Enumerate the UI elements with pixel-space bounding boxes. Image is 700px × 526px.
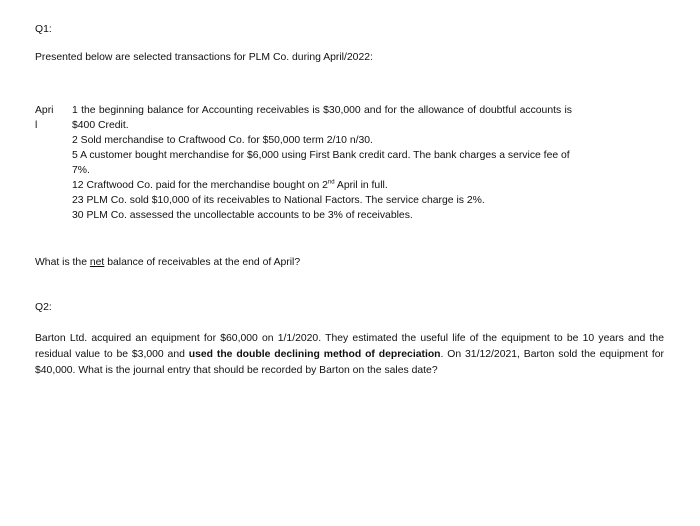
q2-heading: Q2: bbox=[35, 302, 52, 313]
transaction-item: 1 the beginning balance for Accounting receivables is $30,000 and for the allowance of doubtful accounts is $400 Credit. bbox=[72, 105, 572, 131]
transaction-text: 12 Craftwood Co. paid for the merchandise bought on 2 bbox=[72, 180, 328, 191]
q2-body bbox=[35, 331, 664, 379]
ordinal-suffix: nd bbox=[327, 179, 335, 186]
transaction-item: 30 PLM Co. assessed the uncollectable accounts to be 3% of receivables. bbox=[72, 210, 413, 221]
transaction-item bbox=[72, 178, 572, 193]
month-label-part1: Apri bbox=[35, 105, 54, 116]
q2-body-part2: . On 31/12/2021, Barton sold the equipment for $40,000. What is the journal entry that should be recorded by Barton on the sales date? bbox=[35, 349, 664, 376]
month-label bbox=[35, 103, 69, 133]
month-label-part2: l bbox=[35, 120, 38, 131]
transaction-item: 23 PLM Co. sold $10,000 of its receivables to National Factors. The service charge is 2%. bbox=[72, 195, 485, 206]
question-prefix: What is the bbox=[35, 257, 90, 268]
question-underlined-word: net bbox=[89, 257, 105, 268]
q1-heading: Q1: bbox=[35, 24, 52, 35]
q1-intro: Presented below are selected transactions for PLM Co. during April/2022: bbox=[35, 52, 373, 63]
transaction-item: 5 A customer bought merchandise for $6,000 using First Bank credit card. The bank charges a service fee of 7%. bbox=[72, 150, 570, 176]
transaction-list bbox=[72, 103, 572, 223]
transaction-item: 2 Sold merchandise to Craftwood Co. for $50,000 term 2/10 n/30. bbox=[72, 135, 373, 146]
transaction-text-rest: April in full. bbox=[334, 180, 388, 191]
q2-body-part1: Barton Ltd. acquired an equipment for $60,000 on 1/1/2020. They estimated the useful life of the equipment to be 10 years and the residual value to be $3,000 and bbox=[35, 333, 664, 360]
q1-question bbox=[35, 257, 300, 268]
question-suffix: balance of receivables at the end of April? bbox=[104, 257, 301, 268]
q2-body-bold: used the double declining method of depreciation bbox=[188, 349, 441, 360]
